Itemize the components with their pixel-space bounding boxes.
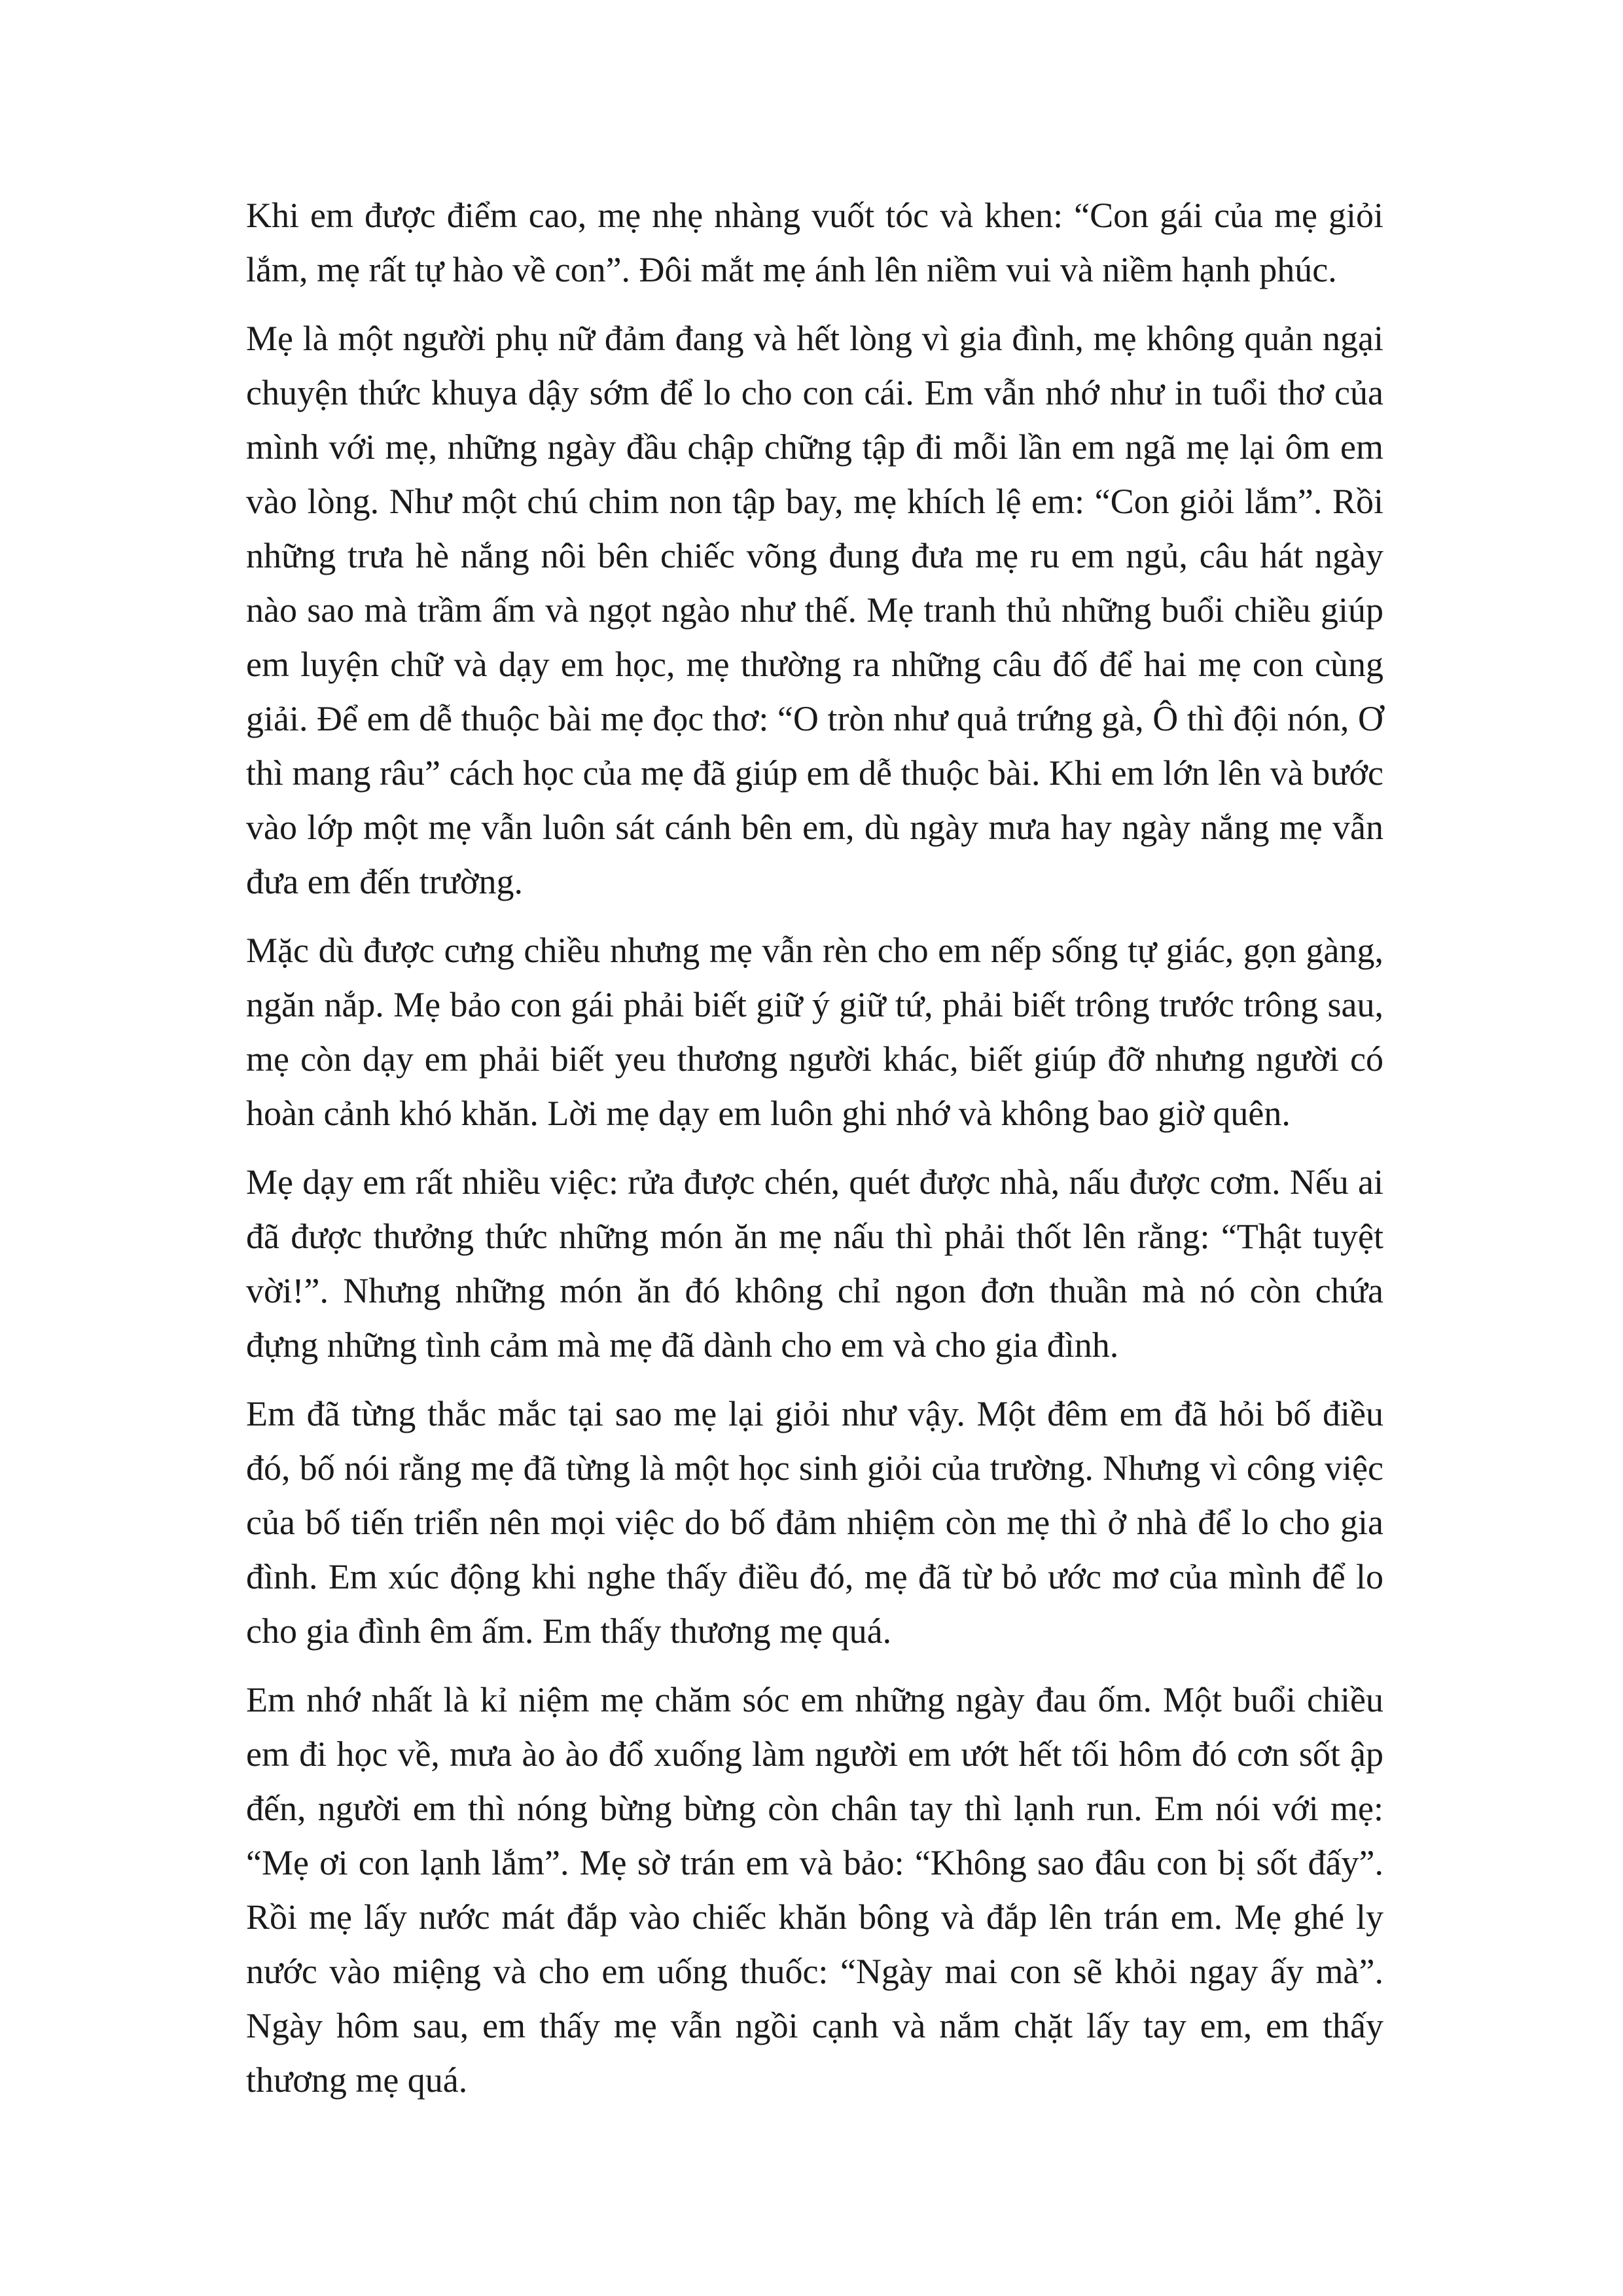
paragraph-4: Mẹ dạy em rất nhiều việc: rửa được chén, quét được nhà, nấu được cơm. Nếu ai đã được thưởng thức những món ăn mẹ nấu thì phải thốt lên rằng: “Thật tuyệt vời!”. Nhưng những món ăn đó không chỉ ngon đơn thuần mà nó còn chứa đựng những tình cảm mà mẹ đã dành cho em và cho gia đình. (246, 1162, 1383, 1365)
document-body (246, 188, 1383, 2122)
paragraph-3: Mặc dù được cưng chiều nhưng mẹ vẫn rèn cho em nếp sống tự giác, gọn gàng, ngăn nắp. Mẹ bảo con gái phải biết giữ ý giữ tứ, phải biết trông trước trông sau, mẹ còn dạy em phải biết yeu thương người khác, biết giúp đỡ nhưng người có hoàn cảnh khó khăn. Lời mẹ dạy em luôn ghi nhớ và không bao giờ quên. (246, 931, 1383, 1133)
paragraph-1: Khi em được điểm cao, mẹ nhẹ nhàng vuốt tóc và khen: “Con gái của mẹ giỏi lắm, mẹ rất tự hào về con”. Đôi mắt mẹ ánh lên niềm vui và niềm hạnh phúc. (246, 196, 1383, 289)
paragraph-6: Em nhớ nhất là kỉ niệm mẹ chăm sóc em những ngày đau ốm. Một buổi chiều em đi học về, mưa ào ào đổ xuống làm người em ướt hết tối hôm đó cơn sốt ập đến, người em thì nóng bừng bừng còn chân tay thì lạnh run. Em nói với mẹ: “Mẹ ơi con lạnh lắm”. Mẹ sờ trán em và bảo: “Không sao đâu con bị sốt đấy”. Rồi mẹ lấy nước mát đắp vào chiếc khăn bông và đắp lên trán em. Mẹ ghé ly nước vào miệng và cho em uống thuốc: “Ngày mai con sẽ khỏi ngay ấy mà”. Ngày hôm sau, em thấy mẹ vẫn ngồi cạnh và nắm chặt lấy tay em, em thấy thương mẹ quá. (246, 1680, 1383, 2100)
paragraph-2: Mẹ là một người phụ nữ đảm đang và hết lòng vì gia đình, mẹ không quản ngại chuyện thức khuya dậy sớm để lo cho con cái. Em vẫn nhớ như in tuổi thơ của mình với mẹ, những ngày đầu chập chững tập đi mỗi lần em ngã mẹ lại ôm em vào lòng. Như một chú chim non tập bay, mẹ khích lệ em: “Con giỏi lắm”. Rồi những trưa hè nắng nôi bên chiếc võng đung đưa mẹ ru em ngủ, câu hát ngày nào sao mà trầm ấm và ngọt ngào như thế. Mẹ tranh thủ những buổi chiều giúp em luyện chữ và dạy em học, mẹ thường ra những câu đố để hai mẹ con cùng giải. Để em dễ thuộc bài mẹ đọc thơ: “O tròn như quả trứng gà, Ô thì đội nón, Ơ thì mang râu” cách học của mẹ đã giúp em dễ thuộc bài. Khi em lớn lên và bước vào lớp một mẹ vẫn luôn sát cánh bên em, dù ngày mưa hay ngày nắng mẹ vẫn đưa em đến trường. (246, 319, 1383, 901)
paragraph-5: Em đã từng thắc mắc tại sao mẹ lại giỏi như vậy. Một đêm em đã hỏi bố điều đó, bố nói rằng mẹ đã từng là một học sinh giỏi của trường. Nhưng vì công việc của bố tiến triển nên mọi việc do bố đảm nhiệm còn mẹ thì ở nhà để lo cho gia đình. Em xúc động khi nghe thấy điều đó, mẹ đã từ bỏ ước mơ của mình để lo cho gia đình êm ấm. Em thấy thương mẹ quá. (246, 1394, 1383, 1651)
